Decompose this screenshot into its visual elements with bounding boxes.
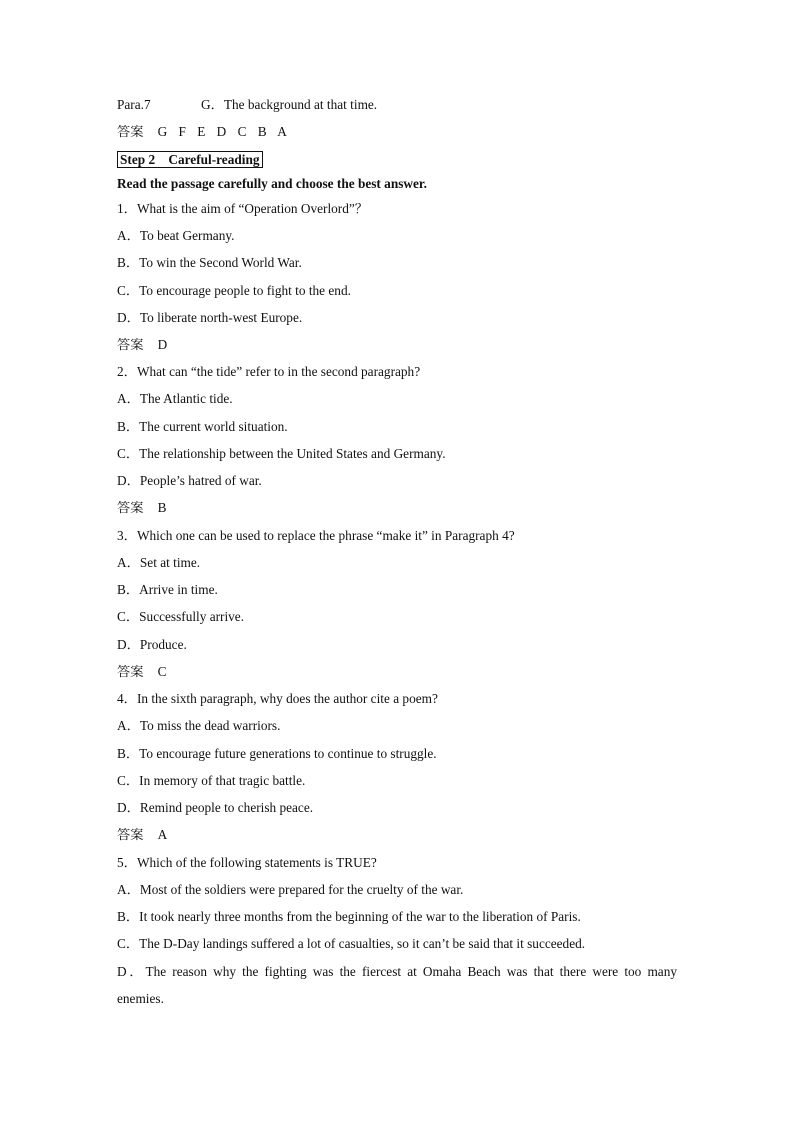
question-stem: 4．In the sixth paragraph, why does the author cite a poem? [117, 691, 438, 706]
option-a: A．The Atlantic tide. [117, 391, 233, 406]
question-stem: 2．What can “the tide” refer to in the second paragraph? [117, 364, 421, 379]
option-c: C．To encourage people to fight to the end. [117, 283, 351, 298]
option-a: A．To miss the dead warriors. [117, 718, 281, 733]
option-a: A．Set at time. [117, 555, 201, 570]
answer-label: 答案 [117, 500, 144, 515]
option-a: A．To beat Germany. [117, 228, 235, 243]
answer-row [117, 336, 687, 354]
option-d: D．Remind people to cherish peace. [117, 800, 314, 815]
option-c: C．The relationship between the United States and Germany. [117, 446, 446, 461]
matching-answer [117, 123, 687, 141]
option-a: A．Most of the soldiers were prepared for the cruelty of the war. [117, 882, 464, 897]
answer-row [117, 663, 687, 681]
option-b: B．To win the Second World War. [117, 255, 302, 270]
option-d-continuation: enemies. [117, 991, 164, 1006]
para-label: Para.7 [117, 97, 151, 112]
answer-key: G F E D C B A [157, 124, 287, 139]
para-option: G．The background at that time. [201, 97, 378, 112]
option-b: B．It took nearly three months from the beginning of the war to the liberation of Paris. [117, 909, 581, 924]
answer-value: B [157, 500, 167, 515]
option-b: B．Arrive in time. [117, 582, 218, 597]
option-d: D．Produce. [117, 637, 187, 652]
option-d: D．The reason why the fighting was the fiercest at Omaha Beach was that there were too many [117, 964, 677, 979]
option-d: D．To liberate north-west Europe. [117, 310, 303, 325]
answer-value: A [157, 827, 168, 842]
step-title: Step 2 Careful-reading [117, 151, 263, 168]
option-b: B．To encourage future generations to continue to struggle. [117, 746, 437, 761]
question-stem: 5．Which of the following statements is TRUE? [117, 855, 377, 870]
answer-label: 答案 [117, 337, 144, 352]
answer-label: 答案 [117, 124, 144, 139]
answer-row [117, 499, 687, 517]
answer-label: 答案 [117, 664, 144, 679]
question-stem: 1．What is the aim of “Operation Overlord”？ [117, 201, 369, 216]
answer-label: 答案 [117, 827, 144, 842]
answer-value: D [157, 337, 168, 352]
option-c: C．Successfully arrive. [117, 609, 245, 624]
matching-row [117, 96, 687, 114]
answer-row [117, 826, 687, 844]
option-b: B．The current world situation. [117, 419, 288, 434]
step-instruction: Read the passage carefully and choose the best answer. [117, 176, 427, 191]
step-heading [117, 151, 687, 169]
option-c: C．In memory of that tragic battle. [117, 773, 306, 788]
answer-value: C [157, 664, 167, 679]
question-stem: 3．Which one can be used to replace the phrase “make it” in Paragraph 4? [117, 528, 515, 543]
option-d: D．People’s hatred of war. [117, 473, 262, 488]
option-c: C．The D-Day landings suffered a lot of casualties, so it can’t be said that it succeeded. [117, 936, 586, 951]
